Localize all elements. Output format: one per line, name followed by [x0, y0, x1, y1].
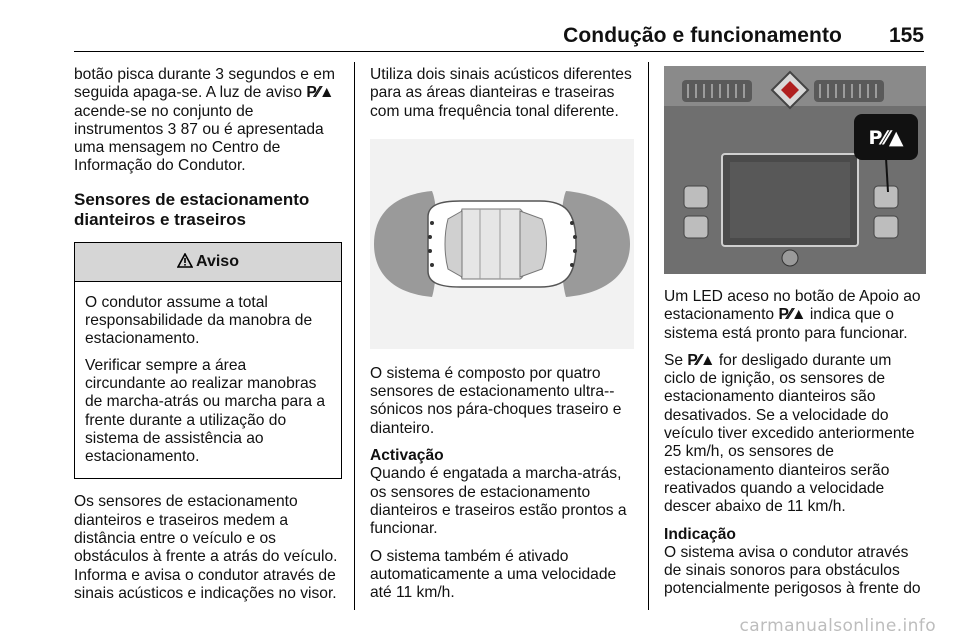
paragraph: O sistema também é ativado automaticamente a uma velocidade até 11 km/h.: [370, 547, 617, 602]
paragraph: [664, 288, 926, 343]
paragraph: Os sensores de estacionamento dianteiros e traseiros medem a distância entre o veículo e os obstáculos à frente a atrás do veículo. Informa e avisa o condutor através de sinais acústicos e indicações no visor.: [74, 493, 338, 602]
column-3: [664, 66, 926, 608]
warning-title: [75, 243, 341, 282]
park-assist-symbol-icon: P⁄⁄▲: [306, 84, 334, 102]
paragraph: Quando é engatada a marcha-atrás, os sensores de estacionamento dianteiros e traseiros estão prontos a funcionar.: [370, 465, 627, 538]
park-assist-symbol-icon: P⁄⁄▲: [778, 306, 806, 324]
paragraph: Utiliza dois sinais acústicos diferentes para as áreas dianteiras e traseiras com uma frequência tonal diferente.: [370, 66, 632, 120]
text: botão pisca durante 3 segundos e em seguida apaga-se. A luz de aviso: [74, 66, 335, 102]
paragraph: [664, 352, 926, 517]
warning-title-text: Aviso: [196, 252, 239, 270]
park-assist-symbol-icon: P⁄⁄▲: [687, 351, 715, 369]
column-divider-2: [648, 62, 649, 610]
warning-paragraph: Verificar sempre a área circundante ao realizar manobras de marcha-atrás ou marcha para a frente durante a utilização do sistema de assistência ao estacionamento.: [85, 356, 326, 466]
paragraph: O sistema avisa o condutor através de sinais sonoros para obstáculos potencialmente perigosos à frente do: [664, 543, 921, 598]
sensor-zones-figure: [370, 139, 634, 349]
column-1: [74, 66, 342, 612]
chapter-title: Condução e funcionamento: [563, 24, 842, 47]
activation-heading: Activação: [370, 447, 444, 465]
page-reference-icon[interactable]: 3 87: [167, 120, 198, 138]
watermark: carmanualsonline.info: [739, 616, 936, 636]
text: indica que o sistema está pronto para funcionar.: [664, 306, 908, 342]
text: Se: [664, 351, 684, 369]
text: ou é apresentada uma mensagem no Centro de Informação do Condutor.: [74, 120, 324, 175]
text: for desligado durante um ciclo de ignição, os sensores de estacionamento dianteiros são desativados. Se a velocidade do veículo tiver excedido anteriormente 25 km/h, os sensores de estacionamento dianteiros serão reativados quando a velocidade descer abaixo de 11 km/h.: [664, 351, 915, 516]
warning-paragraph: O condutor assume a total responsabilidade da manobra de estacionamento.: [85, 293, 313, 348]
warning-triangle-icon: [177, 245, 193, 283]
paragraph: [74, 66, 342, 176]
column-2: [370, 66, 634, 611]
page-number: 155: [888, 24, 924, 47]
paragraph: O sistema é composto por quatro sensores de estacionamento ultra--sónicos nos pára-choques traseiro e dianteiro.: [370, 364, 622, 437]
indication-heading: Indicação: [664, 525, 736, 543]
text: acende-se no conjunto de instrumentos: [74, 102, 254, 138]
section-heading: Sensores de estacionamento dianteiros e traseiros: [74, 189, 310, 229]
warning-body: [75, 282, 341, 479]
svg-text:P⁄⁄▲: P⁄⁄▲: [868, 127, 904, 149]
text: Um LED aceso no botão de Apoio ao estacionamento: [664, 288, 921, 324]
header-rule: [74, 51, 924, 52]
warning-box: [74, 242, 342, 480]
column-divider-1: [354, 62, 355, 610]
dashboard-button-figure: [664, 66, 926, 274]
